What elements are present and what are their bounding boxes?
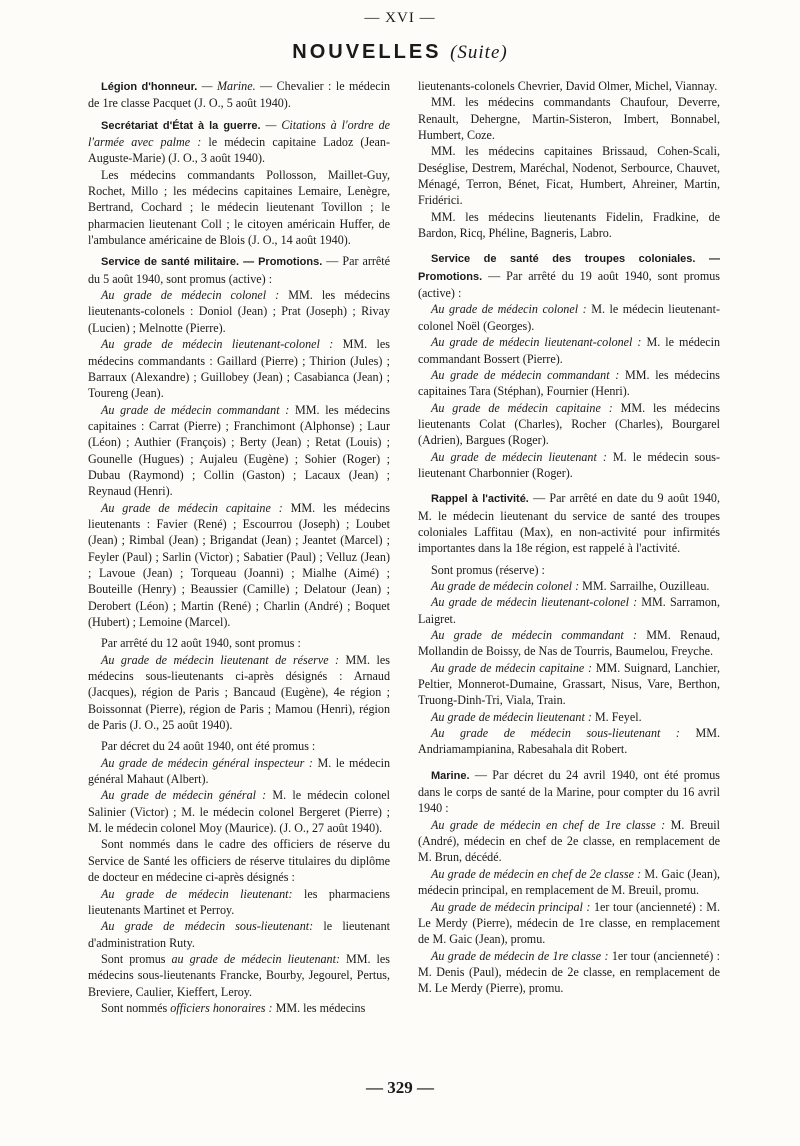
paragraph: lieutenants-colonels Chevrier, David Olmer, Michel, Viannay. (418, 79, 718, 93)
paragraph: MM. les médecins commandants Chaufour, Deverre, Renault, Dehergne, Martin-Sisteron, Imbert, Bonnabel, Humbert, Coze. (418, 95, 720, 143)
paragraph: Les médecins commandants Pollosson, Maillet-Guy, Rochet, Millo ; les médecins capitaines Lemaire, Lenègre, Bertrand, Cochard ; le médecin lieutenant Tovillon ; le pharmacien lieutenant Coll ; le citoyen américain Huffer, de l'ambulance américaine de Blois (J. O., 14 août 1940). (88, 167, 390, 248)
paragraph: Par décret du 24 août 1940, ont été promus : (101, 739, 316, 754)
paragraph: Sont nommés dans le cadre des officiers de réserve du Service de Santé les officiers de réserve titulaires du diplôme de docteur en médecine ci-après désignés : (88, 837, 390, 885)
paragraph: Service de santé militaire. — Promotions. — Par arrêté du 5 août 1940, sont promus (active) : (88, 254, 390, 286)
paragraph: Au grade de médecin en chef de 2e classe : M. Gaic (Jean), médecin principal, en remplacement de M. Breuil, promu. (418, 866, 720, 898)
roman-page-header: — XVI — (364, 10, 436, 26)
paragraph: Au grade de médecin général inspecteur : M. le médecin général Mahaut (Albert). (88, 755, 391, 787)
paragraph: Au grade de médecin principal : 1er tour (ancienneté) : M. Le Merdy (Pierre), médecin de 1re classe, en remplacement de M. Gaic (Jean), promu. (418, 899, 720, 947)
title-suite: (Suite) (450, 42, 508, 63)
paragraph: Au grade de médecin capitaine : MM. Suignard, Lanchier, Peltier, Monnerot-Dumaine, Grassart, Nisus, Vare, Berthon, Truong-Dinh-Tri, Viala, Train. (418, 660, 720, 708)
paragraph: Au grade de médecin capitaine : MM. les médecins lieutenants Colat (Charles), Rocher (Charles), Bourgarel (Adrien), Bargues (Roger). (418, 400, 720, 448)
paragraph: Rappel à l'activité. — Par arrêté en date du 9 août 1940, M. le médecin lieutenant du service de santé des troupes coloniales Laffitau (Max), en non-activité pour infirmités importantes dans la 18e région, est rappelé à l'activité. (418, 491, 720, 556)
paragraph: Au grade de médecin lieutenant : M. Feyel. (431, 709, 642, 724)
paragraph: Sont promus au grade de médecin lieutenant: MM. les médecins sous-lieutenants Francke, Bourby, Jegourel, Pertus, Breviere, Caulier, Kieffert, Leroy. (88, 951, 390, 999)
paragraph: Sont nommés officiers honoraires : MM. les médecins (101, 1000, 366, 1015)
paragraph: Au grade de médecin commandant : MM. les médecins capitaines : Carrat (Pierre) ; Franchimont (Alphonse) ; Laur (Léon) ; Authier (François) ; Berty (Jean) ; Retat (Louis) ; Gounelle (Hugues) ; Aujaleu (Eugène) ; Sohier (Roger) ; Dubau (Raymond) ; Collin (Gaston) ; Lacaux (Jean) ; Reynaud (Henri). (88, 402, 390, 499)
paragraph: MM. les médecins capitaines Brissaud, Cohen-Scali, Deséglise, Destrem, Maréchal, Nodenot, Serbource, Chauvet, Ménagé, Terron, Bénet, Ficat, Humbert, Ahreiner, Martin, Fridérici. (418, 144, 720, 208)
paragraph: Au grade de médecin colonel : MM. les médecins lieutenants-colonels : Doniol (Jean) ; Prat (Joseph) ; Rivay (Lucien) ; Melnotte (Pierre). (88, 288, 390, 335)
paragraph: Au grade de médecin commandant : MM. Renaud, Mollandin de Boissy, de Nas de Tourris, Baumelou, Freyche. (418, 628, 720, 659)
paragraph: Au grade de médecin colonel : M. le médecin lieutenant-colonel Noël (Georges). (418, 302, 720, 333)
title-main: NOUVELLES (292, 41, 442, 63)
paragraph: Sont promus (réserve) : (431, 562, 545, 577)
paragraph: Au grade de médecin capitaine : MM. les médecins lieutenants : Favier (René) ; Escourrou (Joseph) ; Loubet (Jean) ; Rimbal (Jean) ; Brigandat (Jean) ; Jeantet (Marcel) ; Feyler (Paul) ; Sarlin (Victor) ; Sabatier (Paul) ; Velluz (Jean) ; Lavoue (Jean) ; Torqueau (Joanni) ; Mialhe (Aimé) ; Bouteille (Henry) ; Beaussier (Camille) ; Delatour (Jean) ; Derobert (Léon) ; Martin (René) ; Charlin (André) ; Boquet (Hubert) ; Lemoine (Marcel). (88, 500, 390, 629)
paragraph: Au grade de médecin lieutenant: les pharmaciens lieutenants Martinet et Perroy. (88, 886, 390, 917)
paragraph: Au grade de médecin lieutenant : M. le médecin sous-lieutenant Charbonnier (Roger). (418, 449, 720, 480)
right-column (418, 78, 720, 997)
paragraph: Au grade de médecin commandant : MM. les médecins capitaines Tara (Stéphan), Fournier (Henri). (418, 367, 720, 399)
paragraph: Au grade de médecin lieutenant de réserve : MM. les médecins sous-lieutenants ci-après désignés : Arnaud (Jacques), région de Paris ; Bancaud (Eugène), 4e région ; Boissonnat (Pierre), région de Paris ; Mamou (Henri), région de Paris (J. O., 25 août 1940). (88, 652, 390, 733)
paragraph: Au grade de médecin sous-lieutenant : MM. Andriamampianina, Rabesahala dit Robert. (418, 726, 720, 757)
paragraph: MM. les médecins lieutenants Fidelin, Fradkine, de Bardon, Ricq, Phéline, Bagneris, Labro. (418, 209, 720, 241)
paragraph: Au grade de médecin lieutenant-colonel : M. le médecin commandant Bossert (Pierre). (418, 335, 721, 366)
paragraph: Par arrêté du 12 août 1940, sont promus : (101, 636, 301, 651)
paragraph: Au grade de médecin sous-lieutenant: le lieutenant d'administration Ruty. (88, 919, 391, 950)
paragraph: Au grade de médecin lieutenant-colonel : MM. Sarramon, Laigret. (418, 595, 720, 626)
paragraph: Marine. — Par décret du 24 avril 1940, ont été promus dans le corps de santé de la Marine, pour compter du 16 avril 1940 : (418, 767, 720, 816)
paragraph: Au grade de médecin lieutenant-colonel : MM. les médecins commandants : Gaillard (Pierre) ; Thirion (Jules) ; Barraux (Alexandre) ; Guillobey (Jean) ; Casabianca (Jean) ; Toureng (Jean). (88, 337, 390, 401)
paragraph: Au grade de médecin de 1re classe : 1er tour (ancienneté) : M. Denis (Paul), médecin de 2e classe, en remplacement de M. Le Merdy (Pierre), promu. (418, 948, 720, 996)
paragraph: Légion d'honneur. — Marine. — Chevalier : le médecin de 1re classe Pacquet (J. O., 5 août 1940). (88, 79, 390, 111)
paragraph: Service de santé des troupes coloniales. — Promotions. — Par arrêté du 19 août 1940, sont promus (active) : (418, 253, 720, 301)
paragraph: Au grade de médecin général : M. le médecin colonel Salinier (Victor) ; M. le médecin colonel Bergeret (Pierre) ; M. le médecin colonel Moy (Maurice). (J. O., 27 août 1940). (88, 788, 390, 836)
section-title (0, 41, 800, 63)
left-column (88, 78, 390, 1016)
paragraph: Secrétariat d'État à la guerre. — Citations à l'ordre de l'armée avec palme : le médecin capitaine Ladoz (Jean-Auguste-Marie) (J. O., 3 août 1940). (88, 117, 390, 166)
paragraph: Au grade de médecin en chef de 1re classe : M. Breuil (André), médecin en chef de 2e classe, en remplacement de M. Brun, décédé. (418, 817, 720, 865)
paragraph: Au grade de médecin colonel : MM. Sarrailhe, Ouzilleau. (431, 578, 710, 593)
page-number: — 329 — (366, 1078, 434, 1097)
